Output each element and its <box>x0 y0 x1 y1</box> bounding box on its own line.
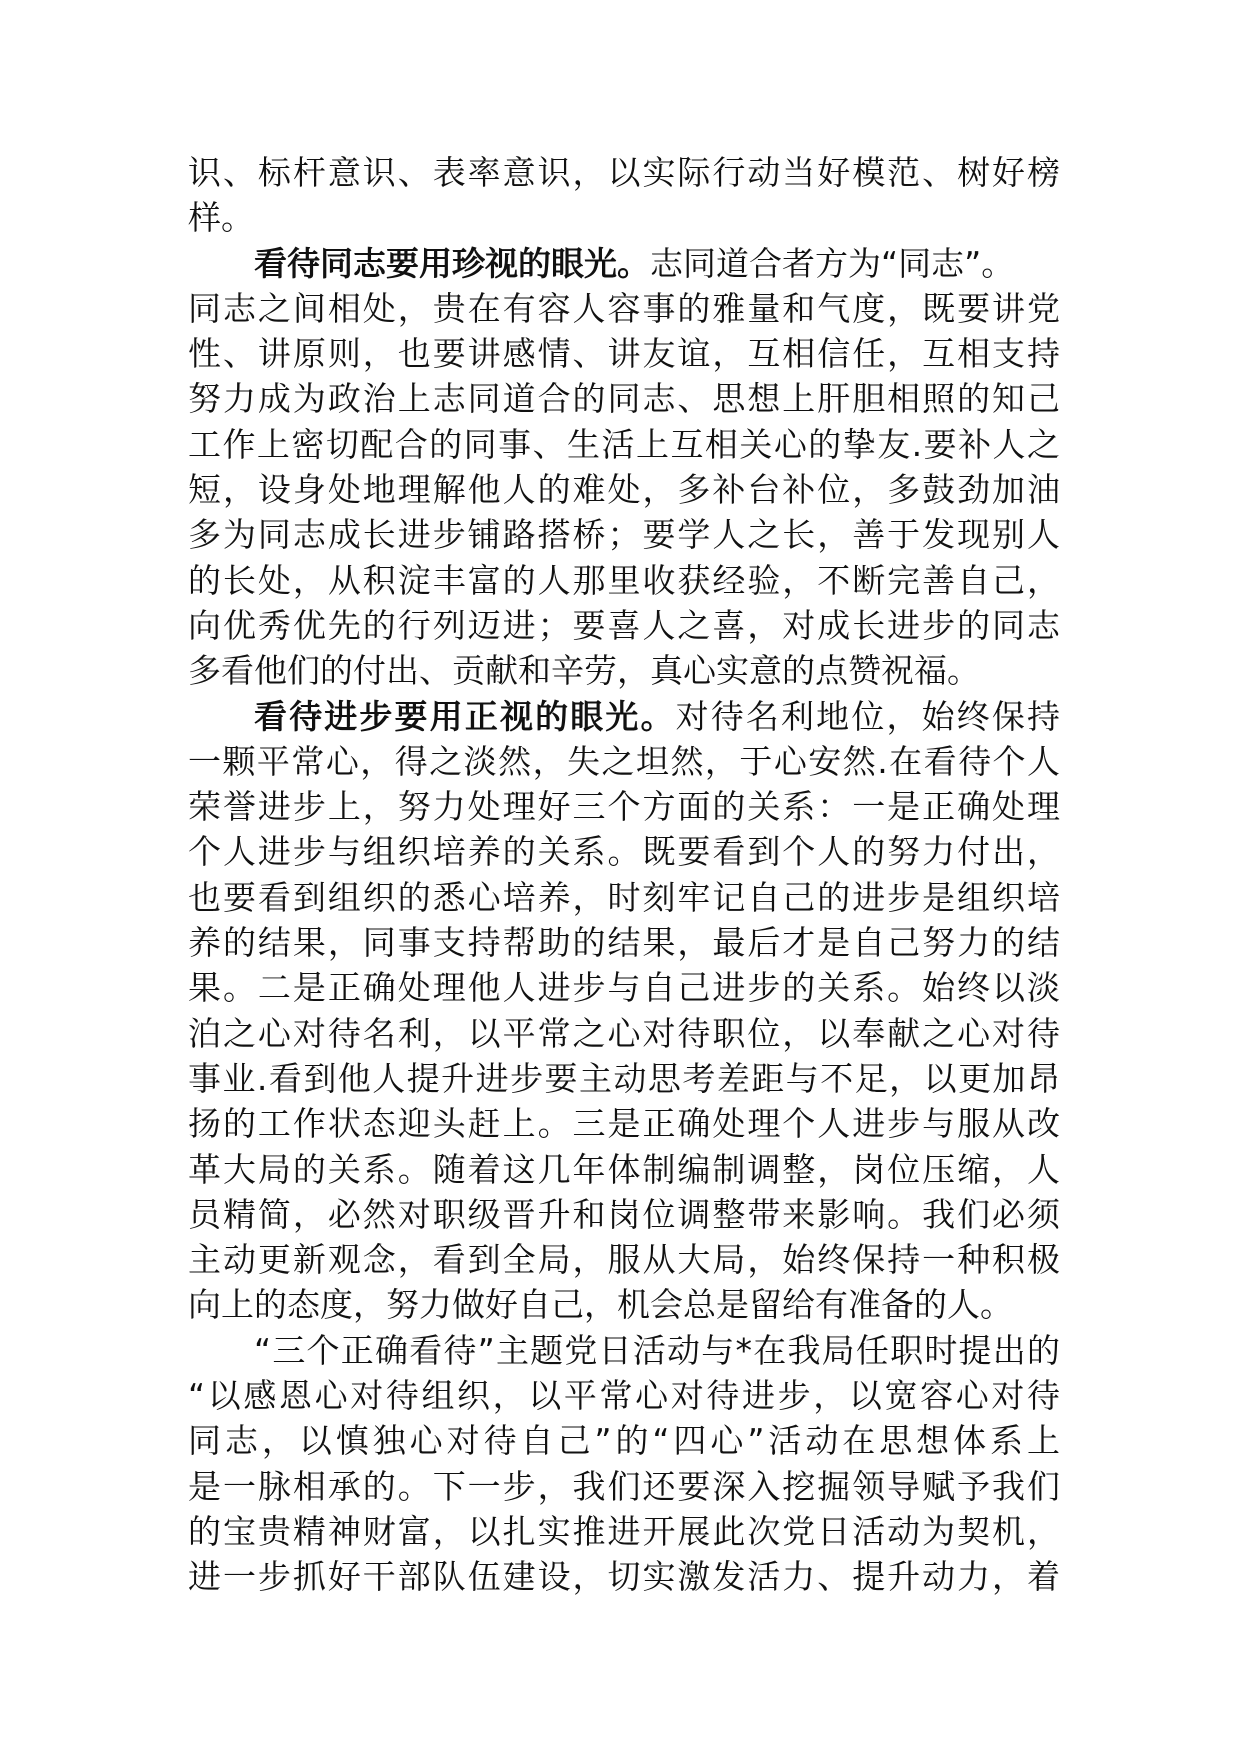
text-line: 个人进步与组织培养的关系。既要看到个人的努力付出， <box>188 832 1060 872</box>
paragraph-progress <box>188 694 1060 1328</box>
paragraph-conclusion <box>188 1328 1060 1600</box>
text-line: 事业.看到他人提升进步要主动思考差距与不足，以更加昂 <box>188 1058 1060 1098</box>
text-line: 荣誉进步上，努力处理好三个方面的关系：一是正确处理 <box>188 787 1060 827</box>
text-line: 养的结果，同事支持帮助的结果，最后才是自己努力的结 <box>188 923 1060 963</box>
text-line: 革大局的关系。随着这几年体制编制调整，岗位压缩，人 <box>188 1149 1060 1189</box>
text-line: 多看他们的付出、贡献和辛劳，真心实意的点赞祝福。 <box>188 651 980 691</box>
text-line: “三个正确看待”主题党日活动与*在我局任职时提出的 <box>254 1330 1060 1370</box>
text-line: 也要看到组织的悉心培养，时刻牢记自己的进步是组织培 <box>188 877 1060 917</box>
text-line: 是一脉相承的。下一步，我们还要深入挖掘领导赋予我们 <box>188 1466 1060 1506</box>
text-run: 对待名利地位，始终保持 <box>675 696 1061 736</box>
text-line: 的长处，从积淀丰富的人那里收获经验，不断完善自己， <box>188 560 1060 600</box>
text-line: “以感恩心对待组织，以平常心对待进步，以宽容心对待 <box>188 1376 1060 1416</box>
text-line: 工作上密切配合的同事、生活上互相关心的挚友.要补人之 <box>188 424 1060 464</box>
text-run: 志同道合者方为“同志”。 <box>650 243 1015 283</box>
text-line: 泊之心对待名利，以平常之心对待职位，以奉献之心对待 <box>188 1013 1060 1053</box>
text-line: 同志，以慎独心对待自己”的“四心”活动在思想体系上 <box>188 1421 1060 1461</box>
text-line: 扬的工作状态迎头赶上。三是正确处理个人进步与服从改 <box>188 1104 1060 1144</box>
text-line: 一颗平常心，得之淡然，失之坦然，于心安然.在看待个人 <box>188 741 1060 781</box>
text-line: 果。二是正确处理他人进步与自己进步的关系。始终以淡 <box>188 968 1060 1008</box>
text-line: 进一步抓好干部队伍建设，切实激发活力、提升动力，着 <box>188 1557 1060 1597</box>
text-line: 性、讲原则，也要讲感情、讲友谊，互相信任，互相支持 <box>188 334 1060 374</box>
text-line <box>188 694 1060 739</box>
text-line: 员精简，必然对职级晋升和岗位调整带来影响。我们必须 <box>188 1194 1060 1234</box>
text-line: 短，设身处地理解他人的难处，多补台补位，多鼓劲加油 <box>188 470 1060 510</box>
text-line: 多为同志成长进步铺路搭桥；要学人之长，善于发现别人 <box>188 515 1060 555</box>
paragraph-heading: 看待同志要用珍视的眼光。 <box>254 243 650 283</box>
text-line: 同志之间相处，贵在有容人容事的雅量和气度，既要讲党 <box>188 288 1060 328</box>
paragraph-continuation <box>188 150 1060 241</box>
text-line: 样。 <box>188 198 254 238</box>
document-body <box>188 150 1060 1600</box>
text-line: 向优秀优先的行列迈进；要喜人之喜，对成长进步的同志 <box>188 605 1060 645</box>
text-line: 的宝贵精神财富，以扎实推进开展此次党日活动为契机， <box>188 1511 1060 1551</box>
text-line: 主动更新观念，看到全局，服从大局，始终保持一种积极 <box>188 1240 1060 1280</box>
text-line: 努力成为政治上志同道合的同志、思想上肝胆相照的知己 <box>188 379 1060 419</box>
text-line <box>188 241 1060 286</box>
paragraph-comrades <box>188 241 1060 694</box>
text-line: 识、标杆意识、表率意识，以实际行动当好模范、树好榜 <box>188 153 1060 192</box>
text-line: 向上的态度，努力做好自己，机会总是留给有准备的人。 <box>188 1285 1013 1325</box>
paragraph-heading: 看待进步要用正视的眼光。 <box>254 696 676 736</box>
